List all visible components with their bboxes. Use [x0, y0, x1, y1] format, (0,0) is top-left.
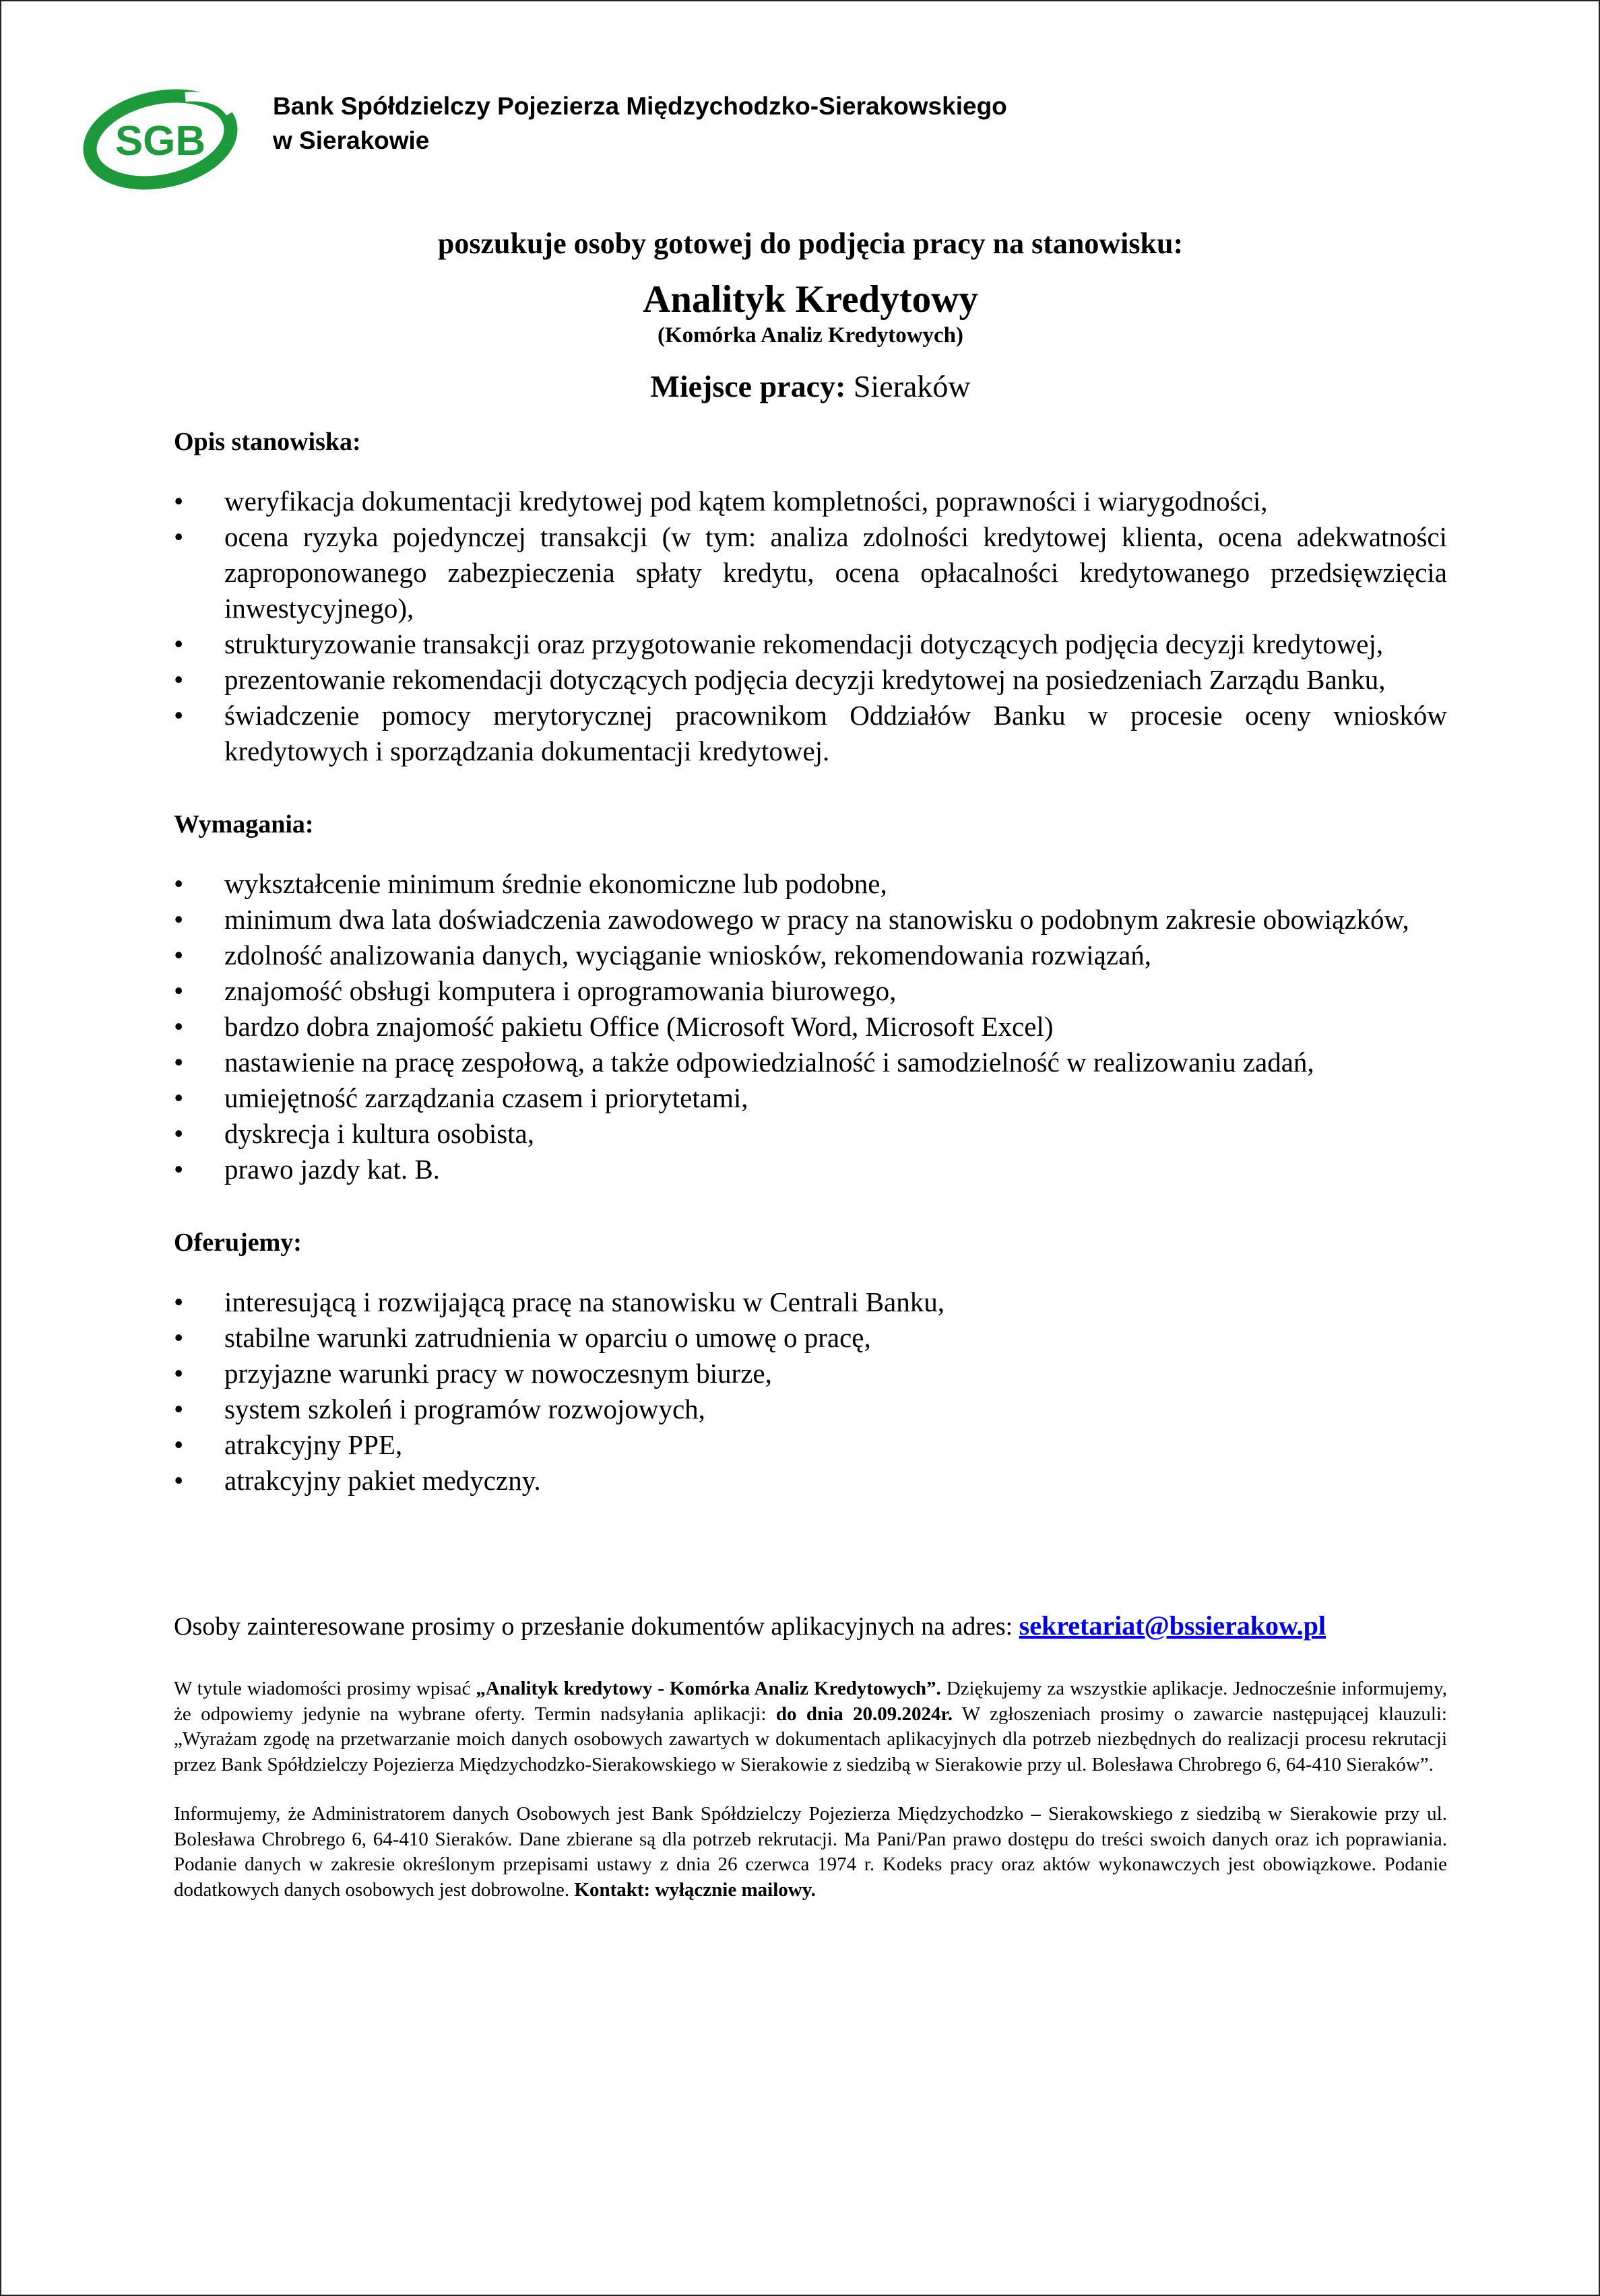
list-item: • ocena ryzyka pojedynczej transakcji (w tym: analiza zdolności kredytowej klienta, ocena adekwatności zaproponowanego zabezpieczenia spłaty kredytu, ocena opłacalności kredytowanego przedsięwzięcia inwestycyjnego),	[174, 519, 1447, 626]
list-item: • stabilne warunki zatrudnienia w oparciu o umowę o pracę,	[174, 1320, 1447, 1356]
contact-note: Kontakt: wyłącznie mailowy.	[574, 1878, 816, 1901]
description-list	[174, 484, 1447, 769]
intro-heading: poszukuje osoby gotowej do podjęcia pracy na stanowisku:	[437, 227, 1184, 260]
list-item: • minimum dwa lata doświadczenia zawodowego w pracy na stanowisku o podobnym zakresie obowiązków,	[174, 902, 1447, 938]
logo-text: SGB	[115, 118, 206, 164]
list-item: • wykształcenie minimum średnie ekonomiczne lub podobne,	[174, 866, 1447, 902]
list-item: • umiejętność zarządzania czasem i priorytetami,	[174, 1080, 1447, 1116]
requirements-list	[174, 866, 1447, 1187]
deadline: do dnia 20.09.2024r.	[775, 1703, 953, 1725]
list-item: • prawo jazdy kat. B.	[174, 1152, 1447, 1187]
list-item: • przyjazne warunki pracy w nowoczesnym biurze,	[174, 1356, 1447, 1391]
requirements-title: Wymagania:	[174, 810, 314, 839]
list-item: • znajomość obsługi komputera i oprogramowania biurowego,	[174, 973, 1447, 1009]
fine-text: Dziękujemy za wszystkie aplikacje. Jednocześnie informujemy, że odpowiemy jedynie na wybrane oferty. Termin nadsyłania aplikacji:	[174, 1678, 1447, 1725]
list-item: • nastawienie na pracę zespołową, a także odpowiedzialność i samodzielność w realizowaniu zadań,	[174, 1045, 1447, 1080]
fine-text: W zgłoszeniach prosimy o zawarcie następującej klauzuli: „Wyrażam zgodę na przetwarzanie moich danych osobowych zawartych w dokumentach aplikacyjnych dla potrzeb niezbędnych do realizacji procesu rekrutacji przez Bank Spółdzielczy Pojezierza Międzychodzko-Sierakowskiego w Sierakowie z siedzibą w Sierakowie przy ul. Bolesława Chrobrego 6, 64-410 Sieraków”.	[174, 1703, 1447, 1775]
fine-print-application	[174, 1676, 1447, 1777]
fine-text: Informujemy, że Administratorem danych Osobowych jest Bank Spółdzielczy Pojezierza Międzychodzko – Sierakowskiego z siedzibą w Sierakowie przy ul. Bolesława Chrobrego 6, 64-410 Sieraków. Dane zbierane są dla potrzeb rekrutacji. Ma Pani/Pan prawo dostępu do treści swoich danych oraz ich poprawiania. Podanie danych w zakresie określonym przepisami ustawy z dnia 26 czerwca 1974 r. Kodeks pracy oraz aktów wykonawczych jest obowiązkowe. Podanie dodatkowych danych osobowych jest dobrowolne.	[174, 1803, 1447, 1901]
list-item: • zdolność analizowania danych, wyciąganie wniosków, rekomendowania rozwiązań,	[174, 938, 1447, 973]
fine-text: W tytule wiadomości prosimy wpisać	[174, 1678, 476, 1699]
bank-name	[273, 89, 1216, 158]
email-link[interactable]: sekretariat@bssierakow.pl	[1019, 1610, 1326, 1641]
department: (Komórka Analiz Kredytowych)	[657, 323, 964, 348]
description-title: Opis stanowiska:	[174, 428, 361, 456]
list-item: • świadczenie pomocy merytorycznej pracownikom Oddziałów Banku w procesie oceny wniosków kredytowych i sporządzania dokumentacji kredytowej.	[174, 698, 1447, 769]
list-item: • strukturyzowanie transakcji oraz przygotowanie rekomendacji dotyczących podjęcia decyzji kredytowej,	[174, 626, 1447, 662]
list-item: • atrakcyjny pakiet medyczny.	[174, 1463, 1447, 1499]
list-item: • prezentowanie rekomendacji dotyczących podjęcia decyzji kredytowej na posiedzeniach Zarządu Banku,	[174, 662, 1447, 698]
posting-content	[174, 225, 1447, 1903]
list-item: • dyskrecja i kultura osobista,	[174, 1116, 1447, 1152]
list-item: • system szkoleń i programów rozwojowych,	[174, 1391, 1447, 1427]
contact-line	[174, 1610, 1447, 1643]
sgb-logo	[81, 89, 240, 190]
offer-title: Oferujemy:	[174, 1228, 302, 1257]
bank-name-line1: Bank Spółdzielczy Pojezierza Międzychodzko-Sierakowskiego	[273, 92, 1007, 120]
list-item: • atrakcyjny PPE,	[174, 1427, 1447, 1463]
contact-text: Osoby zainteresowane prosimy o przesłanie dokumentów aplikacyjnych na adres:	[174, 1612, 1019, 1641]
work-location	[174, 368, 1447, 405]
list-item: • bardzo dobra znajomość pakietu Office (Microsoft Word, Microsoft Excel)	[174, 1009, 1447, 1045]
email-subject-instruction: „Analityk kredytowy - Komórka Analiz Kredytowych”.	[476, 1678, 941, 1699]
location-value: Sieraków	[853, 369, 971, 403]
list-item: • weryfikacja dokumentacji kredytowej pod kątem kompletności, poprawności i wiarygodności,	[174, 484, 1447, 519]
fine-print-gdpr	[174, 1802, 1447, 1903]
offer-list	[174, 1284, 1447, 1499]
job-title: Analityk Kredytowy	[643, 278, 978, 321]
bank-name-line2: w Sierakowie	[273, 127, 430, 154]
location-label: Miejsce pracy:	[650, 369, 846, 403]
list-item: • interesującą i rozwijającą pracę na stanowisku w Centrali Banku,	[174, 1284, 1447, 1320]
